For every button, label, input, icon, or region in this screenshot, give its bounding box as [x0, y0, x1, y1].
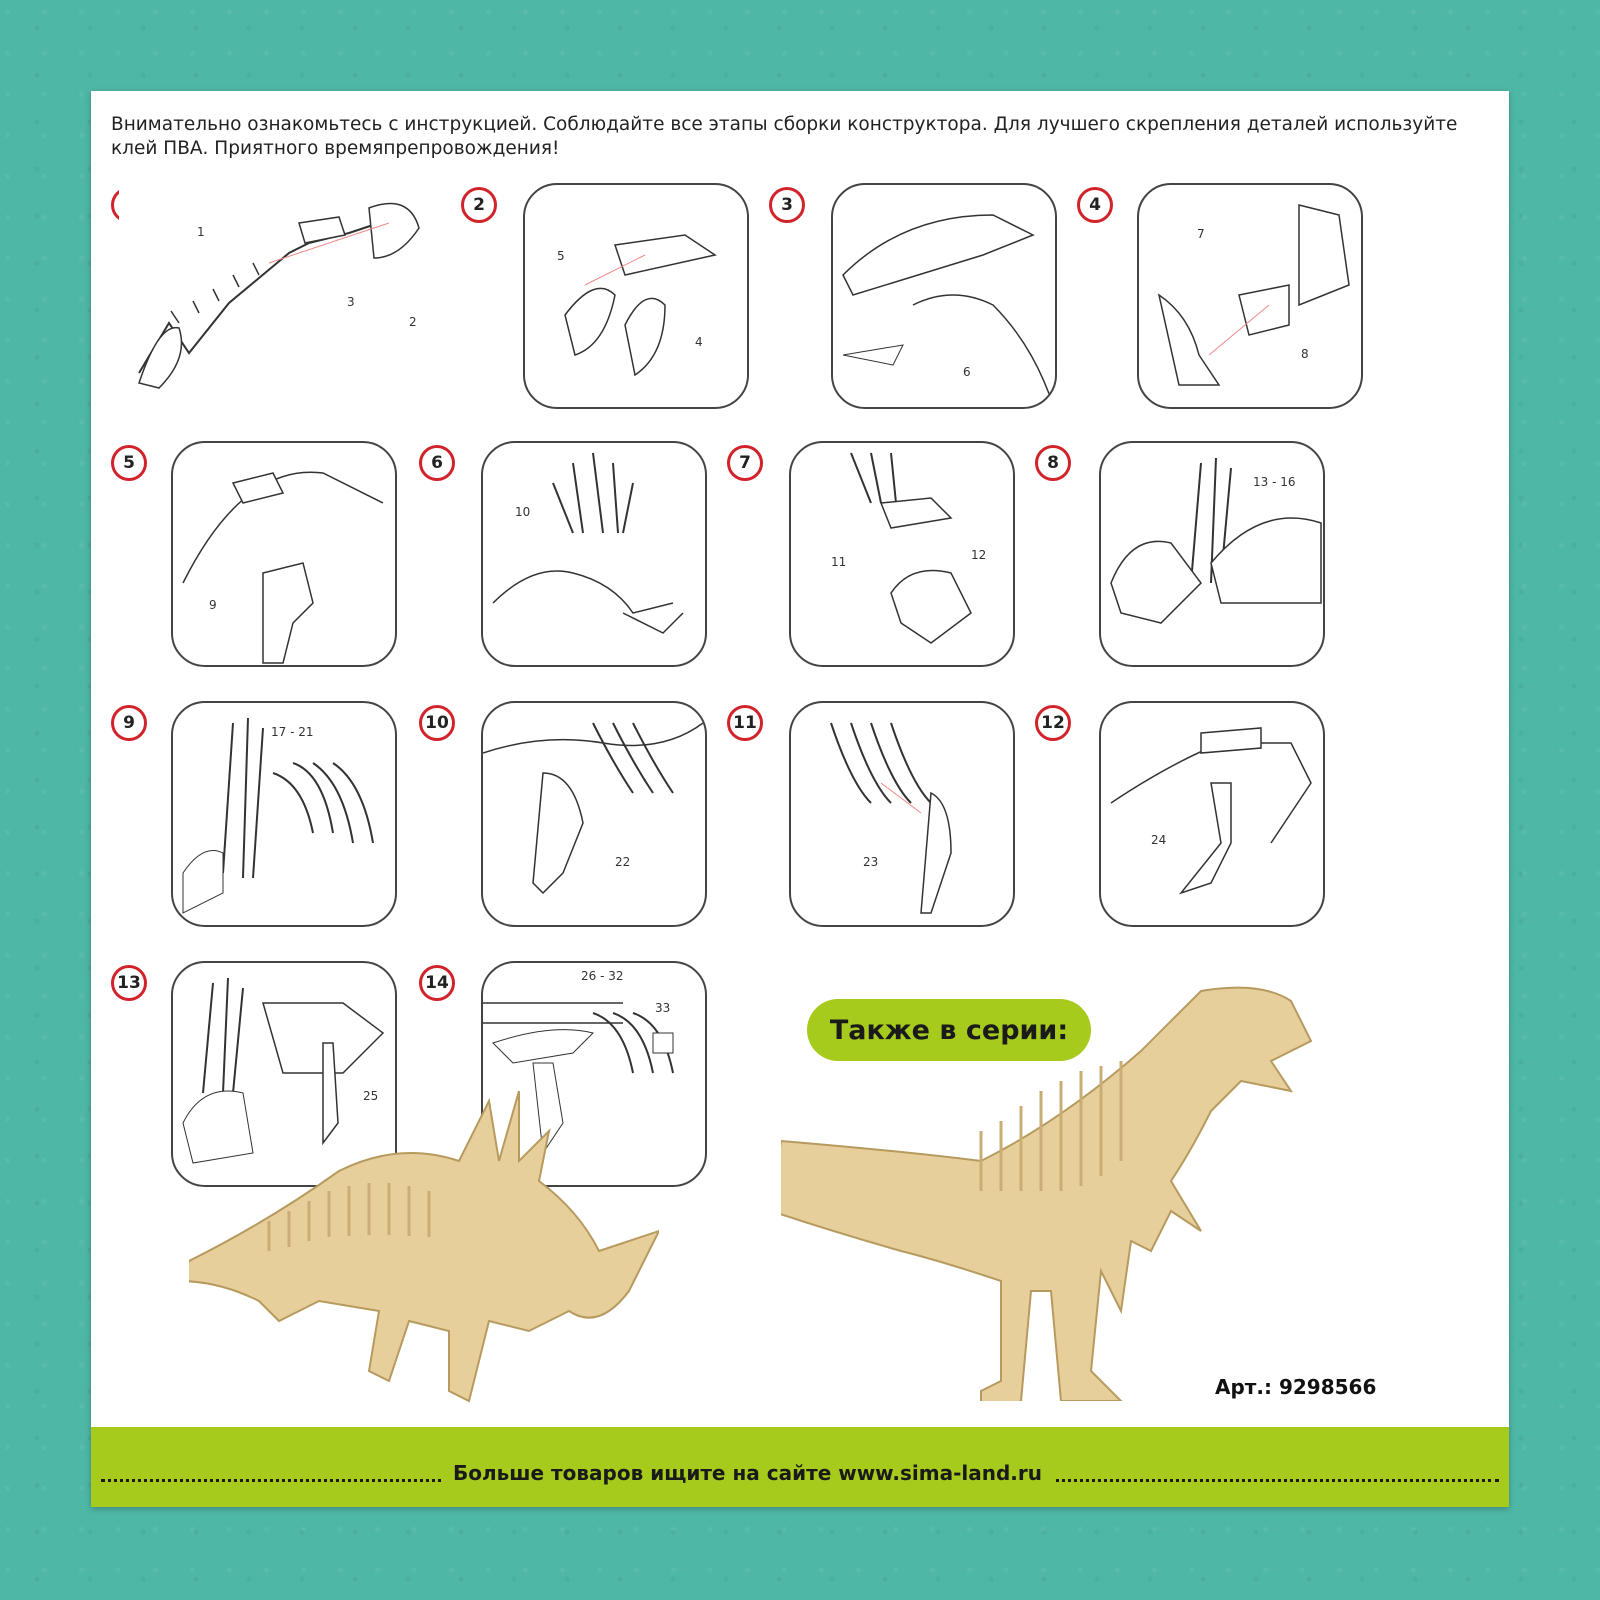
step-3-panel — [831, 183, 1057, 409]
step-13-number: 13 — [111, 965, 147, 1001]
step-8-label-13-16: 13 - 16 — [1253, 475, 1296, 489]
step-1-diagram — [119, 183, 449, 413]
step-4-drawing — [1139, 185, 1363, 409]
step-6-drawing — [483, 443, 707, 667]
step-12-drawing — [1101, 703, 1325, 927]
intro-line-1: Внимательно ознакомьтесь с инструкцией. Соблюдайте все этапы сборки конструктора. Для лучшего скрепления деталей используйте — [111, 114, 1458, 135]
intro-line-2: клей ПВА. Приятного времяпрепровождения! — [111, 138, 560, 159]
instruction-sheet — [91, 91, 1509, 1507]
tyrannosaurus-model-icon — [781, 981, 1341, 1401]
step-10-label-22: 22 — [615, 855, 631, 869]
step-2-label-5: 5 — [557, 249, 565, 263]
step-2-drawing — [525, 185, 749, 409]
step-5-label-9: 9 — [209, 598, 217, 612]
step-14-label-33: 33 — [655, 1001, 671, 1015]
step-10-panel — [481, 701, 707, 927]
styracosaurus-model-icon — [189, 1091, 659, 1411]
step-11-panel — [789, 701, 1015, 927]
step-2-label-4: 4 — [695, 335, 703, 349]
step-3-number: 3 — [769, 187, 805, 223]
step-8-number: 8 — [1035, 445, 1071, 481]
step-2-number: 2 — [461, 187, 497, 223]
step-7-label-11: 11 — [831, 555, 847, 569]
step-5-number: 5 — [111, 445, 147, 481]
step-4-panel — [1137, 183, 1363, 409]
step-12-panel — [1099, 701, 1325, 927]
step-6-label-10: 10 — [515, 505, 531, 519]
step-3-label-6: 6 — [963, 365, 971, 379]
step-11-label-23: 23 — [863, 855, 879, 869]
step-4-label-8: 8 — [1301, 347, 1309, 361]
step-9-label-17-21: 17 - 21 — [271, 725, 314, 739]
article-number: Арт.: 9298566 — [1215, 1375, 1377, 1399]
step-1-drawing — [119, 183, 449, 413]
step-12-number: 12 — [1035, 705, 1071, 741]
step-5-drawing — [173, 443, 397, 667]
intro-text — [111, 113, 1491, 161]
step-11-number: 11 — [727, 705, 763, 741]
step-8-panel — [1099, 441, 1325, 667]
footer-website-text[interactable]: Больше товаров ищите на сайте www.sima-land.ru — [441, 1461, 1054, 1485]
step-12-label-24: 24 — [1151, 833, 1167, 847]
step-6-panel — [481, 441, 707, 667]
series-badge: Также в серии: — [807, 999, 1091, 1061]
step-9-number: 9 — [111, 705, 147, 741]
step-3-drawing — [833, 185, 1057, 409]
step-11-drawing — [791, 703, 1015, 927]
step-2-panel — [523, 183, 749, 409]
step-1-label-3: 3 — [347, 295, 355, 309]
step-4-number: 4 — [1077, 187, 1113, 223]
step-7-panel — [789, 441, 1015, 667]
step-7-label-12: 12 — [971, 548, 987, 562]
step-4-label-7: 7 — [1197, 227, 1205, 241]
step-13-label-25: 25 — [363, 1089, 379, 1103]
step-9-panel — [171, 701, 397, 927]
step-14-label-26-32: 26 - 32 — [581, 969, 624, 983]
step-1-label-2: 2 — [409, 315, 417, 329]
step-7-number: 7 — [727, 445, 763, 481]
step-14-number: 14 — [419, 965, 455, 1001]
step-5-panel — [171, 441, 397, 667]
step-1-label-1: 1 — [197, 225, 205, 239]
step-6-number: 6 — [419, 445, 455, 481]
footer-bar — [91, 1427, 1509, 1507]
step-10-number: 10 — [419, 705, 455, 741]
step-10-drawing — [483, 703, 707, 927]
